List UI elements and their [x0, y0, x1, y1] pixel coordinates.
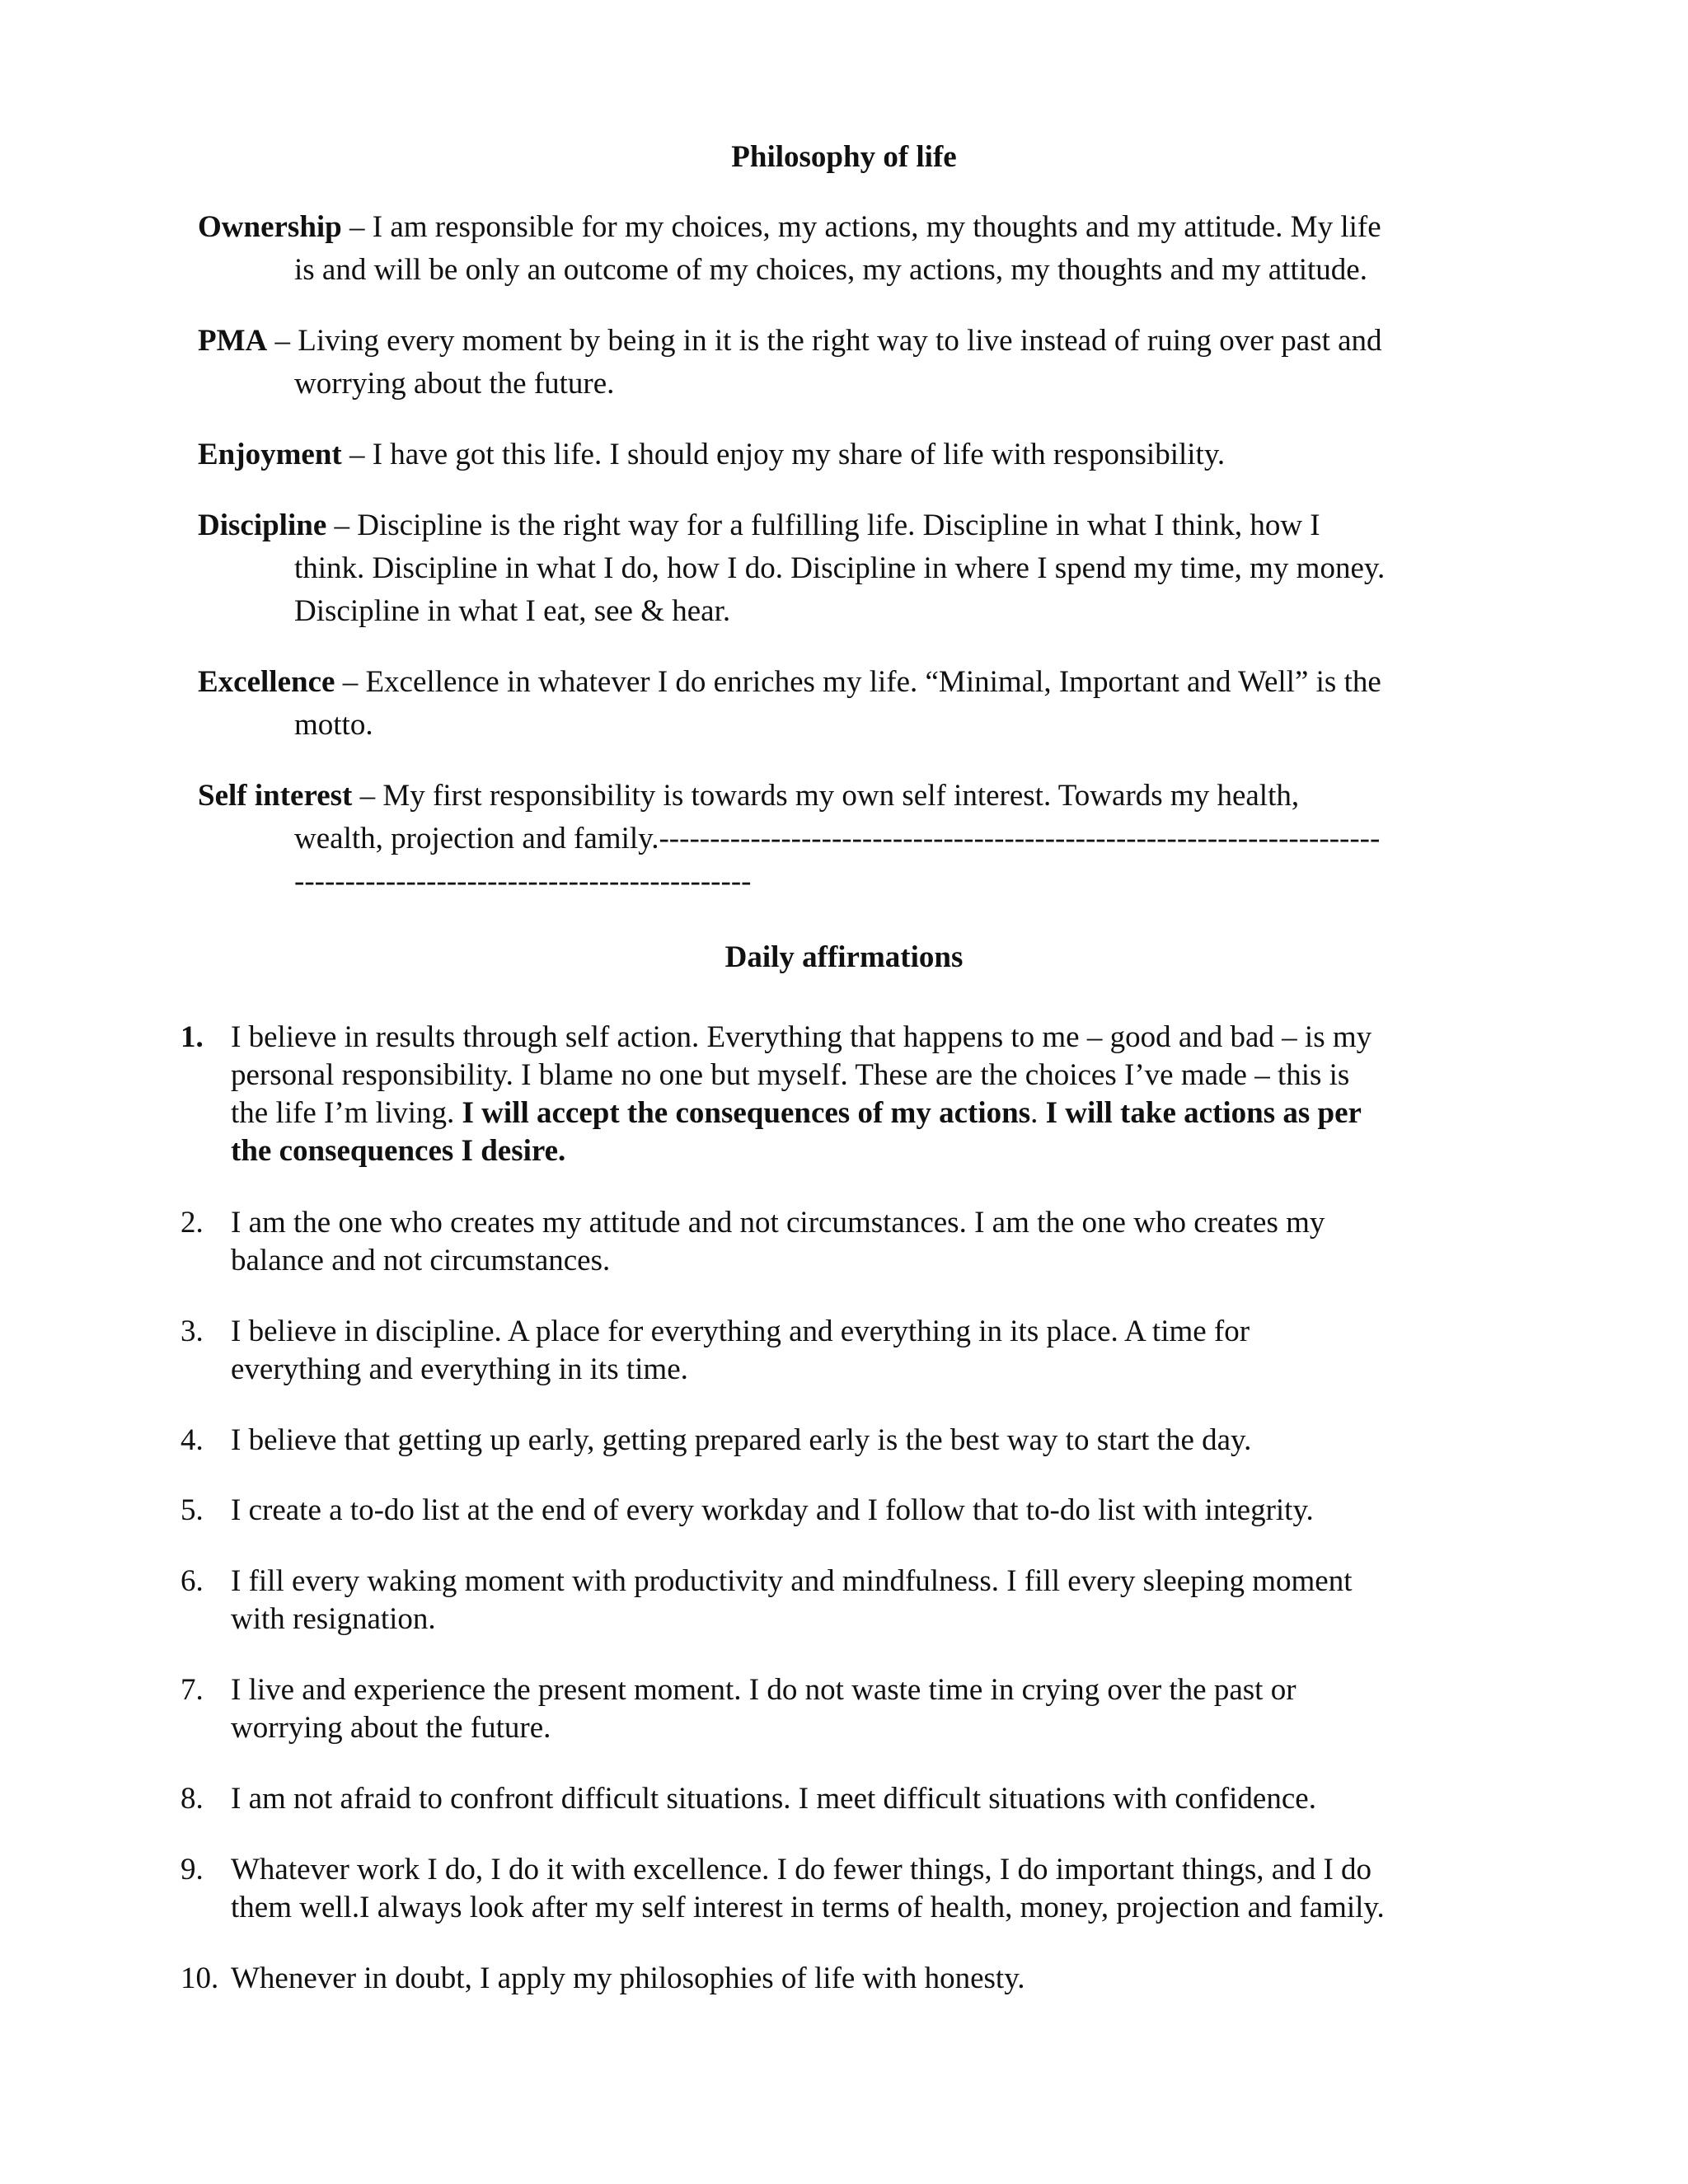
- affirmation-4-line1: I believe that getting up early, getting prepared early is the best way to start the day.: [231, 1423, 1252, 1457]
- affirmation-9-line1: Whatever work I do, I do it with excellence. I do fewer things, I do important things, and I do: [231, 1853, 1372, 1886]
- enjoyment-line1: – I have got this life. I should enjoy my share of life with responsibility.: [341, 438, 1226, 471]
- excellence-line1: – Excellence in whatever I do enriches my life. “Minimal, Important and Well” is the: [335, 665, 1381, 699]
- excellence-line2: motto.: [294, 708, 373, 742]
- self-interest-term: Self interest: [198, 779, 353, 813]
- philosophy-discipline: [198, 504, 1517, 633]
- affirmation-1-emphasis-2: I will take actions as per: [1045, 1096, 1362, 1130]
- affirmation-number: 2.: [181, 1206, 204, 1240]
- enjoyment-term: Enjoyment: [198, 438, 342, 471]
- self-interest-line2: wealth, projection and family.-----------------------------------------------------------------------: [294, 822, 1381, 855]
- philosophy-self-interest: [198, 775, 1517, 903]
- affirmation-1-line1: I believe in results through self action. Everything that happens to me – good and bad – is my: [231, 1020, 1372, 1054]
- ownership-line1: – I am responsible for my choices, my actions, my thoughts and my attitude. My life: [341, 210, 1381, 244]
- self-interest-line1: – My first responsibility is towards my own self interest. Towards my health,: [352, 779, 1300, 813]
- affirmation-number: 5.: [181, 1493, 204, 1527]
- philosophy-enjoyment: [198, 434, 1517, 476]
- affirmation-1-line2: personal responsibility. I blame no one but myself. These are the choices I’ve made – this is: [231, 1058, 1350, 1092]
- self-interest-line3: ---------------------------------------------: [294, 865, 752, 898]
- affirmations-title: Daily affirmations: [724, 940, 964, 974]
- discipline-line2: think. Discipline in what I do, how I do. Discipline in where I spend my time, my money.: [294, 551, 1386, 585]
- discipline-term: Discipline: [198, 509, 327, 542]
- affirmation-7-line2: worrying about the future.: [231, 1711, 551, 1745]
- affirmation-number: 3.: [181, 1315, 204, 1348]
- affirmation-number: 4.: [181, 1423, 204, 1457]
- discipline-line3: Discipline in what I eat, see & hear.: [294, 594, 731, 628]
- affirmation-number: 8.: [181, 1782, 204, 1816]
- affirmation-10-line1: Whenever in doubt, I apply my philosophies of life with honesty.: [231, 1961, 1025, 1995]
- pma-line1: – Living every moment by being in it is the right way to live instead of ruing over past and: [267, 324, 1382, 358]
- excellence-term: Excellence: [198, 665, 335, 699]
- affirmation-1-emphasis-3: the consequences I desire.: [231, 1134, 566, 1168]
- affirmation-1-line3: the life I’m living.: [231, 1096, 462, 1130]
- affirmation-3-line1: I believe in discipline. A place for everything and everything in its place. A time for: [231, 1315, 1250, 1348]
- philosophy-excellence: [198, 661, 1517, 747]
- affirmation-2-line1: I am the one who creates my attitude and not circumstances. I am the one who creates my: [231, 1206, 1325, 1240]
- ownership-line2: is and will be only an outcome of my choices, my actions, my thoughts and my attitude.: [294, 253, 1367, 287]
- affirmation-6-line1: I fill every waking moment with productivity and mindfulness. I fill every sleeping moment: [231, 1564, 1353, 1598]
- affirmation-5-line1: I create a to-do list at the end of every workday and I follow that to-do list with integrity.: [231, 1493, 1314, 1527]
- philosophy-ownership: [198, 206, 1517, 292]
- philosophy-title: Philosophy of life: [731, 140, 957, 174]
- affirmation-number: 6.: [181, 1564, 204, 1598]
- pma-term: PMA: [198, 324, 268, 358]
- pma-line2: worrying about the future.: [294, 367, 615, 401]
- affirmation-number: 7.: [181, 1673, 204, 1707]
- affirmation-7-line1: I live and experience the present moment. I do not waste time in crying over the past or: [231, 1673, 1296, 1707]
- affirmation-1-separator: .: [1030, 1096, 1046, 1130]
- affirmation-number: 9.: [181, 1853, 204, 1886]
- affirmation-6-line2: with resignation.: [231, 1602, 436, 1636]
- affirmation-9-line2: them well.I always look after my self interest in terms of health, money, projection and family.: [231, 1891, 1385, 1924]
- affirmation-2-line2: balance and not circumstances.: [231, 1244, 611, 1277]
- affirmation-3-line2: everything and everything in its time.: [231, 1352, 688, 1386]
- philosophy-pma: [198, 320, 1517, 405]
- affirmation-number: 10.: [181, 1961, 219, 1995]
- ownership-term: Ownership: [198, 210, 342, 244]
- affirmation-8-line1: I am not afraid to confront difficult situations. I meet difficult situations with confidence.: [231, 1782, 1316, 1816]
- discipline-line1: – Discipline is the right way for a fulfilling life. Discipline in what I think, how I: [326, 509, 1320, 542]
- affirmation-1-emphasis-1: I will accept the consequences of my actions: [462, 1096, 1031, 1130]
- affirmation-number: 1.: [181, 1020, 204, 1054]
